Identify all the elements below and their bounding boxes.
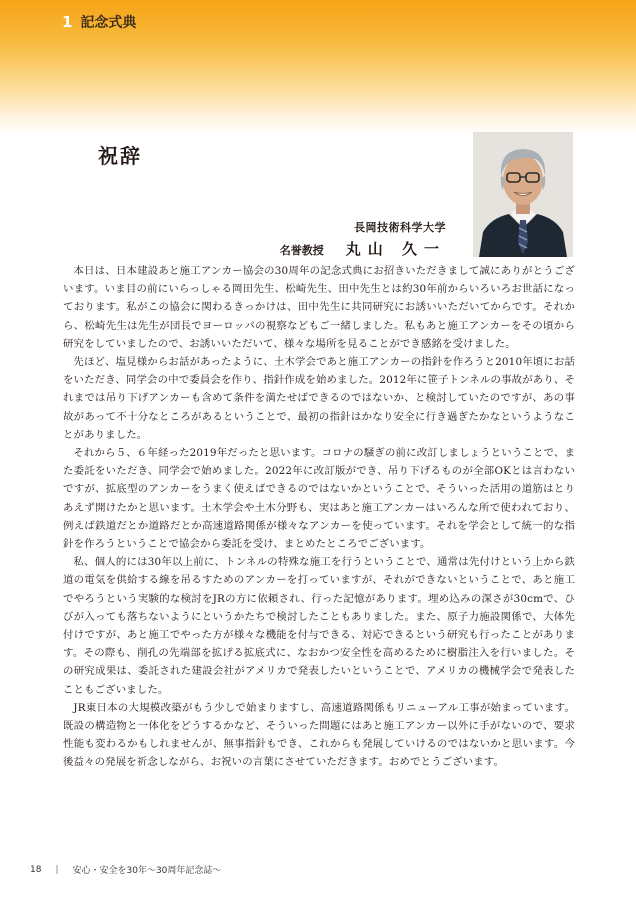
speech-paragraph: 本日は、日本建設あと施工アンカー協会の30周年の記念式典にお招きいただきまして誠にありがとうございます。いま目の前にいらっしゃる岡田先生、松崎先生、田中先生とは約30年前からいろいろお世話になっております。私がこの協会に関わるきっかけは、田中先生に共同研究にお誘いいただいてからです。それから、松崎先生は先生が団長でヨーロッパの視察などもご一緒しました。私もあと施工アンカーをその頃から研究をしていましたので、お誘いいただいて、様々な場所を見ることができ感銘を受けました。 (63, 265, 575, 350)
speech-paragraph: JR東日本の大規模改築がもう少しで始まりますし、高速道路関係もリニューアル工事が始まっています。既設の構造物と一体化をどうするかなど、そういった問題にはあと施工アンカー以外に手がないので、要求性能も変わるかもしれませんが、無事指針もでき、これからも発展していけるのではないかと思います。今後益々の発展を祈念しながら、お祝いの言葉にさせていただきます。おめでとうございます。 (63, 701, 575, 769)
footer-separator: | (55, 864, 59, 875)
section-heading (62, 12, 136, 32)
speech-paragraph: それから５、６年経った2019年だったと思います。コロナの騒ぎの前に改訂しましょうということで、また委託をいただき、同学会で始めました。2022年に改訂版ができ、吊り下げるものが全部OKとは言わないですが、拡底型のアンカーをうまく使えばできるのではないかということで、そういった活用の道筋はとりあえず開けたかと思います。土木学会や土木分野も、実はあと施工アンカーはいろんな所で使われており、例えば鉄道だとか道路だとか高速道路関係が様々なアンカーを使っています。それを学会として統一的な指針を作ろうということで協会から委託を受け、まとめたところでございます。 (63, 447, 575, 551)
publication-title: 安心・安全を30年～30周年記念誌～ (72, 866, 222, 876)
page-title: 祝辞 (98, 144, 142, 168)
speech-paragraph: 先ほど、塩見様からお話があったように、土木学会であと施工アンカーの指針を作ろうと2010年頃にお話をいただき、同学会の中で委員会を作り、指針作成を始めました。2012年に笹子トンネルの事故があり、それまでは吊り下げアンカーも含めて条件を満たせばできるのではないか、と検討していたのですが、あの事故があって不十分なところがあるということで、最初の指針はかなり安全に行き過ぎたかなというようなことがありました。 (63, 356, 575, 441)
speaker-affiliation: 長岡技術科学大学 (354, 221, 446, 234)
page-footer (30, 863, 221, 876)
portrait-photo-icon (473, 132, 573, 257)
speech-paragraph: 私、個人的には30年以上前に、トンネルの特殊な施工を行うということで、通常は先付けという上から鉄道の電気を供給する線を吊るすためのアンカーを打っていますが、それができないということで、あと施工でやろうという実験的な検討をJRの方に依頼され、行った記憶があります。埋め込みの深さが30cmで、ひびが入っても落ちないようにというかたちで検討したこともありました。また、原子力施設関係で、大体先付けですが、あと施工でやった方が様々な機能を付与できる、対応できるという研究も行ったことがあります。その際も、削孔の先端部を拡げる拡底式に、なおかつ安全性を高めるために樹脂注入を行いました。その研究成果は、委託された建設会社がアメリカで発表したいということで、アメリカの機械学会で発表したこともございました。 (63, 556, 575, 696)
section-title: 記念式典 (80, 15, 137, 31)
speaker-photo (473, 132, 573, 257)
speech-body (63, 262, 575, 772)
page-number: 18 (30, 864, 42, 875)
section-number: 1 (62, 13, 73, 31)
speaker-name: 丸山 久一 (345, 240, 446, 258)
speaker-name-row (280, 238, 446, 259)
speaker-role: 名誉教授 (279, 244, 324, 257)
